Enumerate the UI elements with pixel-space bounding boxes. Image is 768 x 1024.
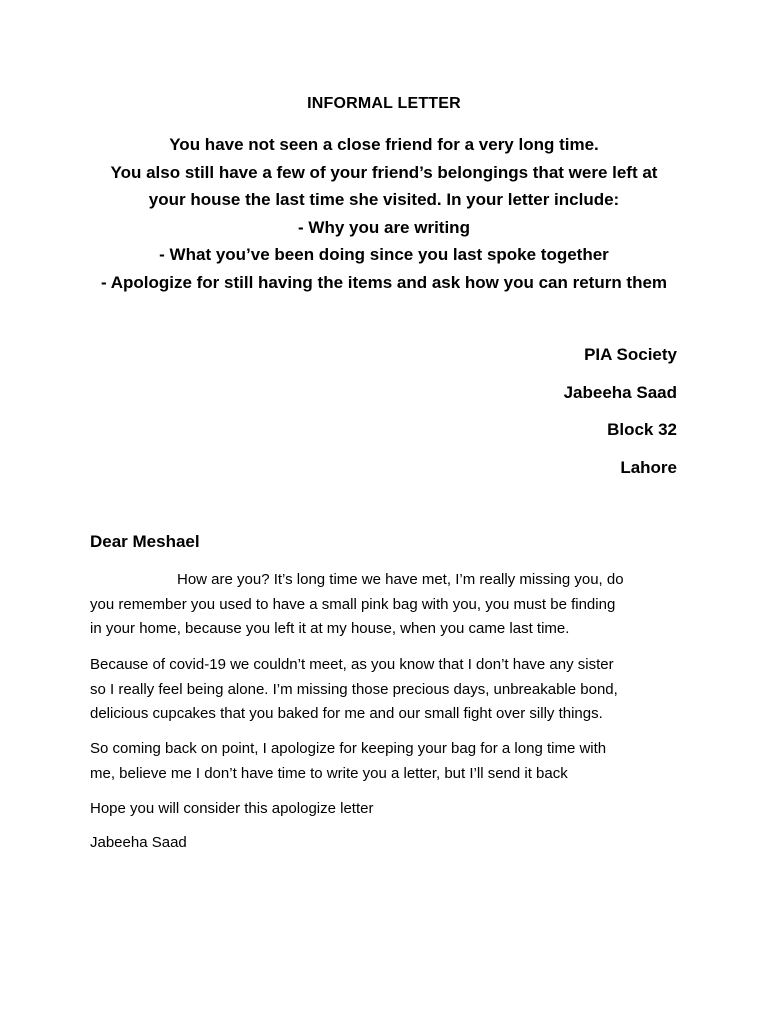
closing-line [90, 797, 690, 822]
address-line: Jabeeha Saad [563, 382, 677, 402]
paragraph-line: Because of covid-19 we couldn’t meet, as you know that I don’t have any sister [90, 656, 614, 673]
prompt-line: You also still have a few of your friend’s belongings that were left at [110, 162, 658, 182]
paragraph-line: you remember you used to have a small pink bag with you, you must be finding [90, 595, 616, 613]
letter-prompt [60, 131, 708, 296]
paragraph-line: in your home, because you left it at my house, when you came last time. [90, 620, 570, 637]
prompt-bullet: - Why you are writing [298, 217, 470, 237]
paragraph-line: How are you? It’s long time we have met, I’m really missing you, do [177, 571, 624, 588]
sender-address [564, 343, 677, 493]
address-line: Lahore [620, 457, 677, 477]
prompt-bullet: - What you’ve been doing since you last spoke together [159, 245, 609, 264]
signature [90, 831, 690, 856]
prompt-line: your house the last time she visited. In your letter include: [148, 190, 620, 209]
paragraph-line: so I really feel being alone. I’m missing those precious days, unbreakable bond, [90, 680, 618, 698]
paragraph-1 [90, 568, 690, 642]
paragraph-2 [90, 653, 690, 727]
page-title: INFORMAL LETTER [307, 95, 461, 112]
paragraph-3 [90, 737, 690, 786]
paragraph-line: So coming back on point, I apologize for keeping your bag for a long time with [90, 740, 607, 757]
address-line: Block 32 [607, 420, 677, 439]
prompt-line: You have not seen a close friend for a very long time. [169, 135, 599, 154]
paragraph-line: Hope you will consider this apologize letter [90, 800, 374, 817]
prompt-bullet: - Apologize for still having the items and ask how you can return them [100, 272, 668, 292]
paragraph-line: me, believe me I don’t have time to write you a letter, but I’ll send it back [90, 764, 568, 782]
signature-name: Jabeeha Saad [90, 834, 187, 851]
salutation: Dear Meshael [90, 532, 200, 551]
address-line: PIA Society [584, 345, 677, 364]
paragraph-line: delicious cupcakes that you baked for me and our small fight over silly things. [90, 705, 603, 722]
